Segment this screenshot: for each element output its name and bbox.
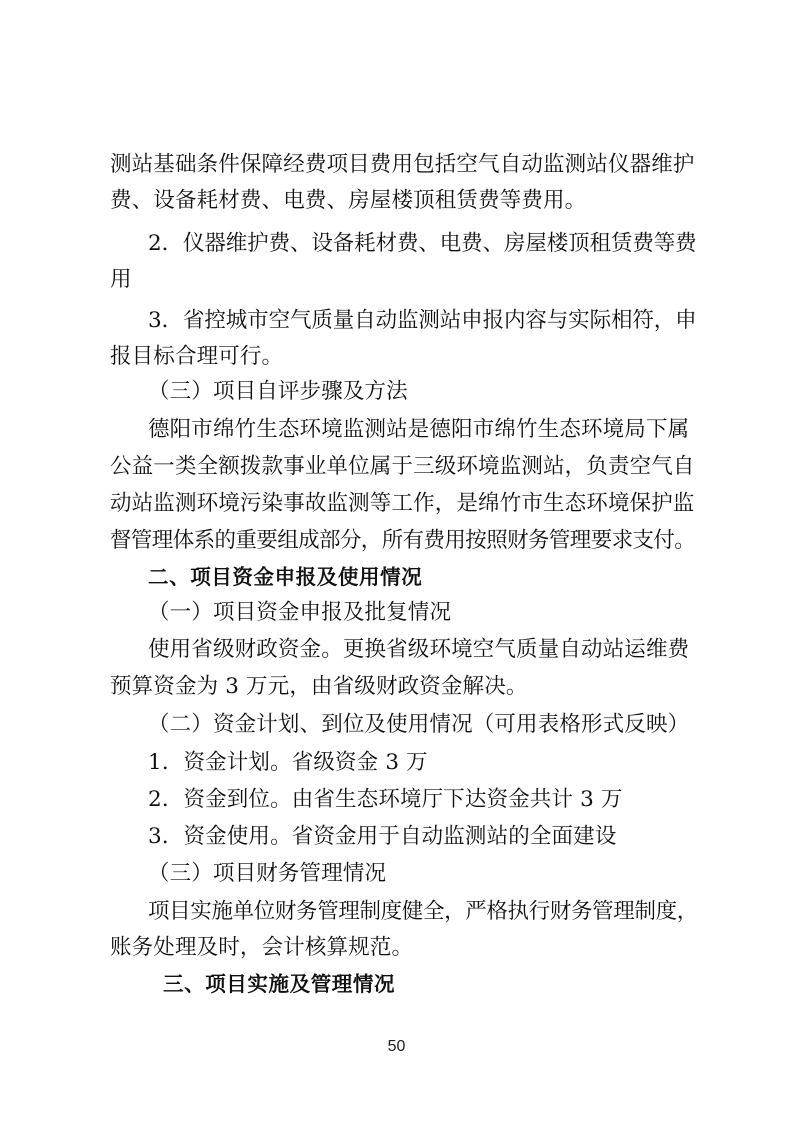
- subsection-heading: （一）项目资金申报及批复情况: [148, 600, 452, 625]
- paragraph-line: 公益一类全额拨款事业单位属于三级环境监测站，负责空气自: [110, 454, 695, 479]
- section-heading: 二、项目资金申报及使用情况: [148, 565, 423, 589]
- section-heading: 三、项目实施及管理情况: [163, 972, 396, 996]
- paragraph-line: 动站监测环境污染事故监测等工作，是绵竹市生态环境保护监: [110, 491, 695, 516]
- paragraph-line: 报目标合理可行。: [110, 344, 284, 369]
- paragraph-line: 项目实施单位财务管理制度健全，严格执行财务管理制度，: [148, 899, 698, 924]
- paragraph-line: 费、设备耗材费、电费、房屋楼顶租赁费等费用。: [110, 188, 587, 213]
- subsection-heading: （三）项目自评步骤及方法: [148, 379, 408, 404]
- list-item-2: 2．资金到位。由省生态环境厅下达资金共计 3 万: [148, 787, 623, 812]
- paragraph-line: 使用省级财政资金。更换省级环境空气质量自动站运维费: [148, 637, 690, 662]
- paragraph-line: 用: [110, 267, 132, 292]
- paragraph-line: 测站基础条件保障经费项目费用包括空气自动监测站仪器维护: [110, 152, 695, 177]
- list-item-1: 1．资金计划。省级资金 3 万: [148, 750, 428, 775]
- list-item-2: 2．仪器维护费、设备耗材费、电费、房屋楼顶租赁费等费: [148, 231, 697, 256]
- list-item-3: 3．省控城市空气质量自动监测站申报内容与实际相符，申: [148, 308, 697, 333]
- list-item-3: 3．资金使用。省资金用于自动监测站的全面建设: [148, 824, 617, 849]
- page-number: 50: [387, 1038, 406, 1055]
- subsection-heading: （二）资金计划、到位及使用情况（可用表格形式反映）: [148, 712, 690, 737]
- paragraph-line: 预算资金为 3 万元，由省级财政资金解决。: [110, 674, 528, 699]
- paragraph-line: 账务处理及时，会计核算规范。: [110, 935, 414, 960]
- paragraph-line: 德阳市绵竹生态环境监测站是德阳市绵竹生态环境局下属: [148, 417, 690, 442]
- subsection-heading: （三）项目财务管理情况: [148, 861, 387, 886]
- paragraph-line: 督管理体系的重要组成部分，所有费用按照财务管理要求支付。: [110, 528, 696, 553]
